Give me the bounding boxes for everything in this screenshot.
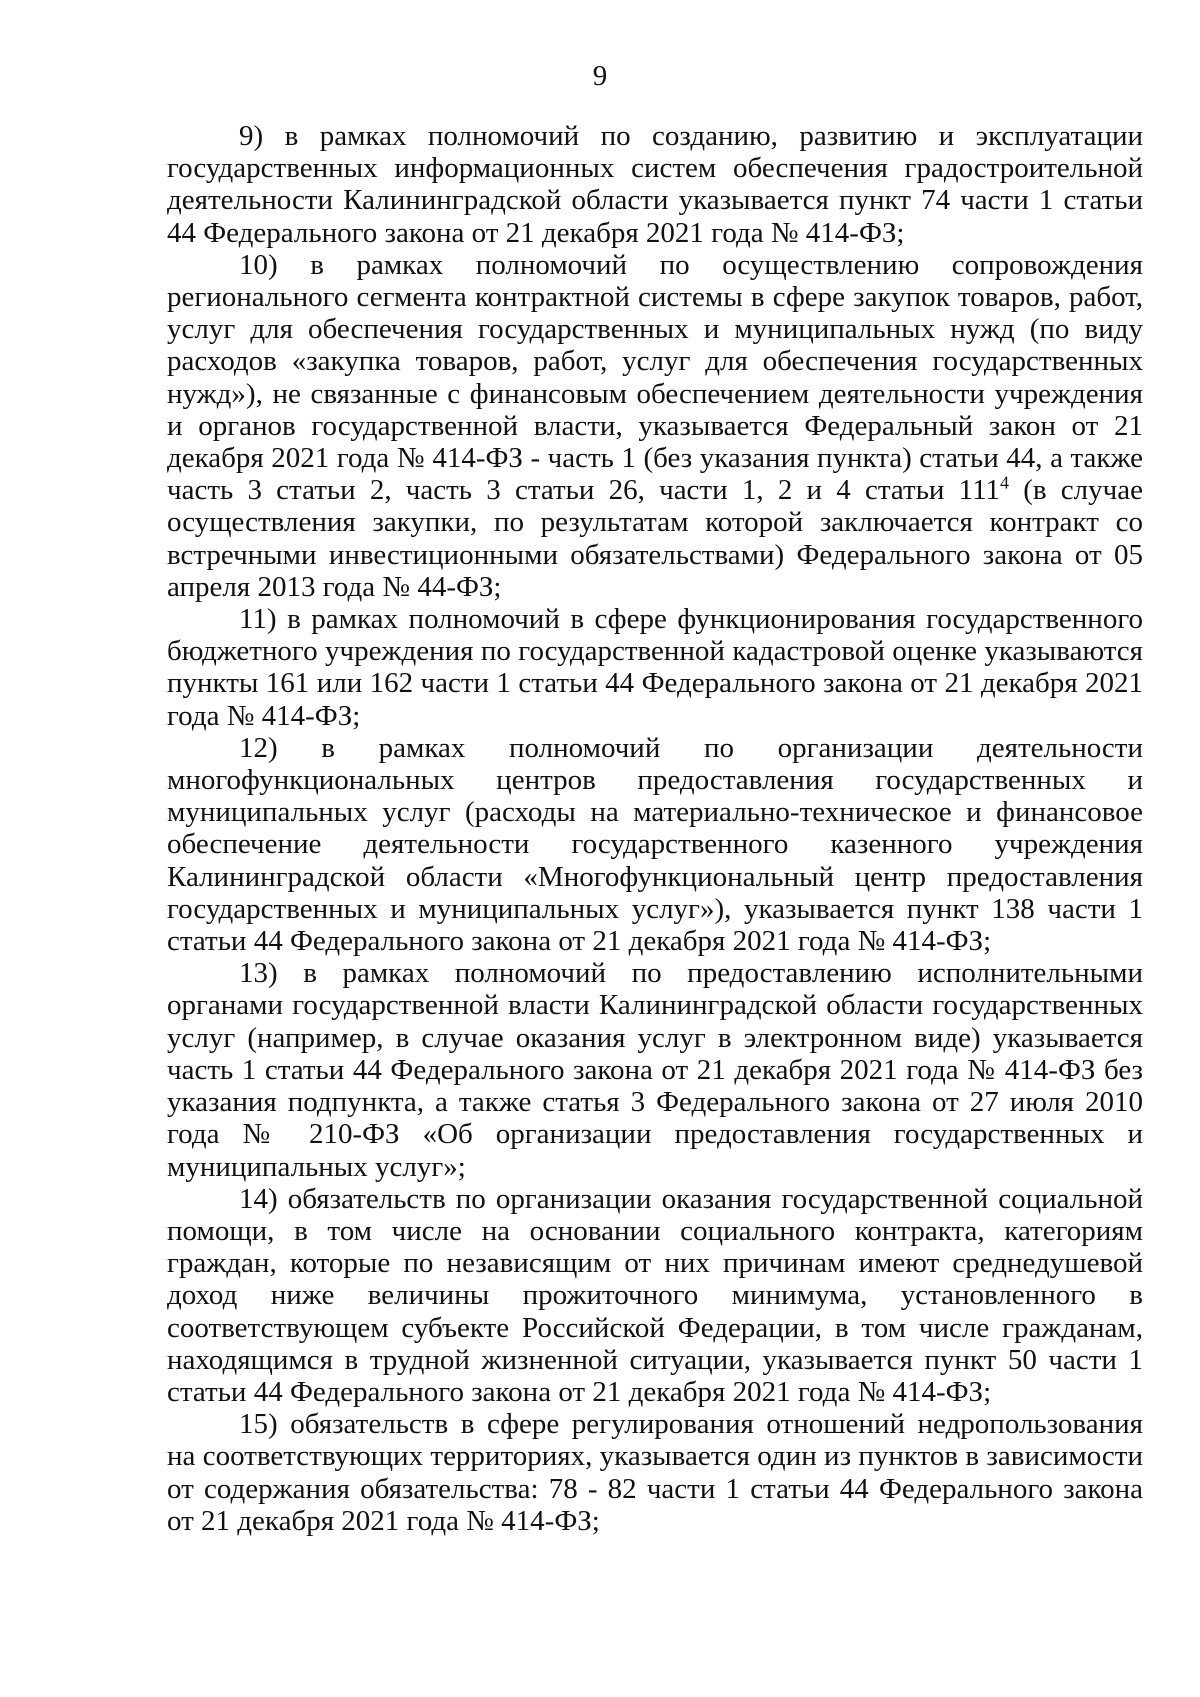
document-body: [167, 120, 1143, 1537]
paragraph-item-11: 11) в рамках полномочий в сфере функционирования государственного бюджетного учреждения по государственной кадастровой оценке указываются пункты 161 или 162 части 1 статьи 44 Федерального закона от 21 декабря 2021 года № 414-ФЗ;: [167, 603, 1143, 732]
paragraph-item-10-text-after: (в случае осуществления закупки, по результатам которой заключается контракт со встречными инвестиционными обязательствами) Федерального закона от 05 апреля 2013 года № 44-ФЗ;: [167, 474, 1143, 603]
paragraph-item-9: 9) в рамках полномочий по созданию, развитию и эксплуатации государственных информационных систем обеспечения градостроительной деятельности Калининградской области указывается пункт 74 части 1 статьи 44 Федерального закона от 21 декабря 2021 года № 414-ФЗ;: [167, 120, 1143, 249]
paragraph-item-15: 15) обязательств в сфере регулирования отношений недропользования на соответствующих территориях, указывается один из пунктов в зависимости от содержания обязательства: 78 - 82 части 1 статьи 44 Федерального закона от 21 декабря 2021 года № 414-ФЗ;: [167, 1408, 1143, 1537]
paragraph-item-14: 14) обязательств по организации оказания государственной социальной помощи, в том числе на основании социального контракта, категориям граждан, которые по независящим от них причинам имеют среднедушевой доход ниже величины прожиточного минимума, установленного в соответствующем субъекте Российской Федерации, в том числе гражданам, находящимся в трудной жизненной ситуации, указывается пункт 50 части 1 статьи 44 Федерального закона от 21 декабря 2021 года № 414-ФЗ;: [167, 1182, 1143, 1408]
superscript-4: 4: [1000, 472, 1010, 493]
page-number: 9: [592, 60, 608, 92]
paragraph-item-13: 13) в рамках полномочий по предоставлению исполнительными органами государственной власти Калининградской области государственных услуг (например, в случае оказания услуг в электронном виде) указывается часть 1 статьи 44 Федерального закона от 21 декабря 2021 года № 414-ФЗ без указания подпункта, а также статья 3 Федерального закона от 27 июля 2010 года № 210-ФЗ «Об организации предоставления государственных и муниципальных услуг»;: [167, 957, 1143, 1183]
paragraph-item-10-text-before: 10) в рамках полномочий по осуществлению сопровождения регионального сегмента контрактной системы в сфере закупок товаров, работ, услуг для обеспечения государственных и муниципальных нужд (по виду расходов «закупка товаров, работ, услуг для обеспечения государственных нужд»), не связанные с финансовым обеспечением деятельности учреждения и органов государственной власти, указывается Федеральный закон от 21 декабря 2021 года № 414-ФЗ - часть 1 (без указания пункта) статьи 44, а также часть 3 статьи 2, часть 3 статьи 26, части 1, 2 и 4 статьи 111: [167, 248, 1143, 507]
paragraph-item-10: [167, 249, 1143, 603]
paragraph-item-12: 12) в рамках полномочий по организации деятельности многофункциональных центров предоставления государственных и муниципальных услуг (расходы на материально-техническое и финансовое обеспечение деятельности государственного казенного учреждения Калининградской области «Многофункциональный центр предоставления государственных и муниципальных услуг»), указывается пункт 138 части 1 статьи 44 Федерального закона от 21 декабря 2021 года № 414-ФЗ;: [167, 731, 1143, 958]
